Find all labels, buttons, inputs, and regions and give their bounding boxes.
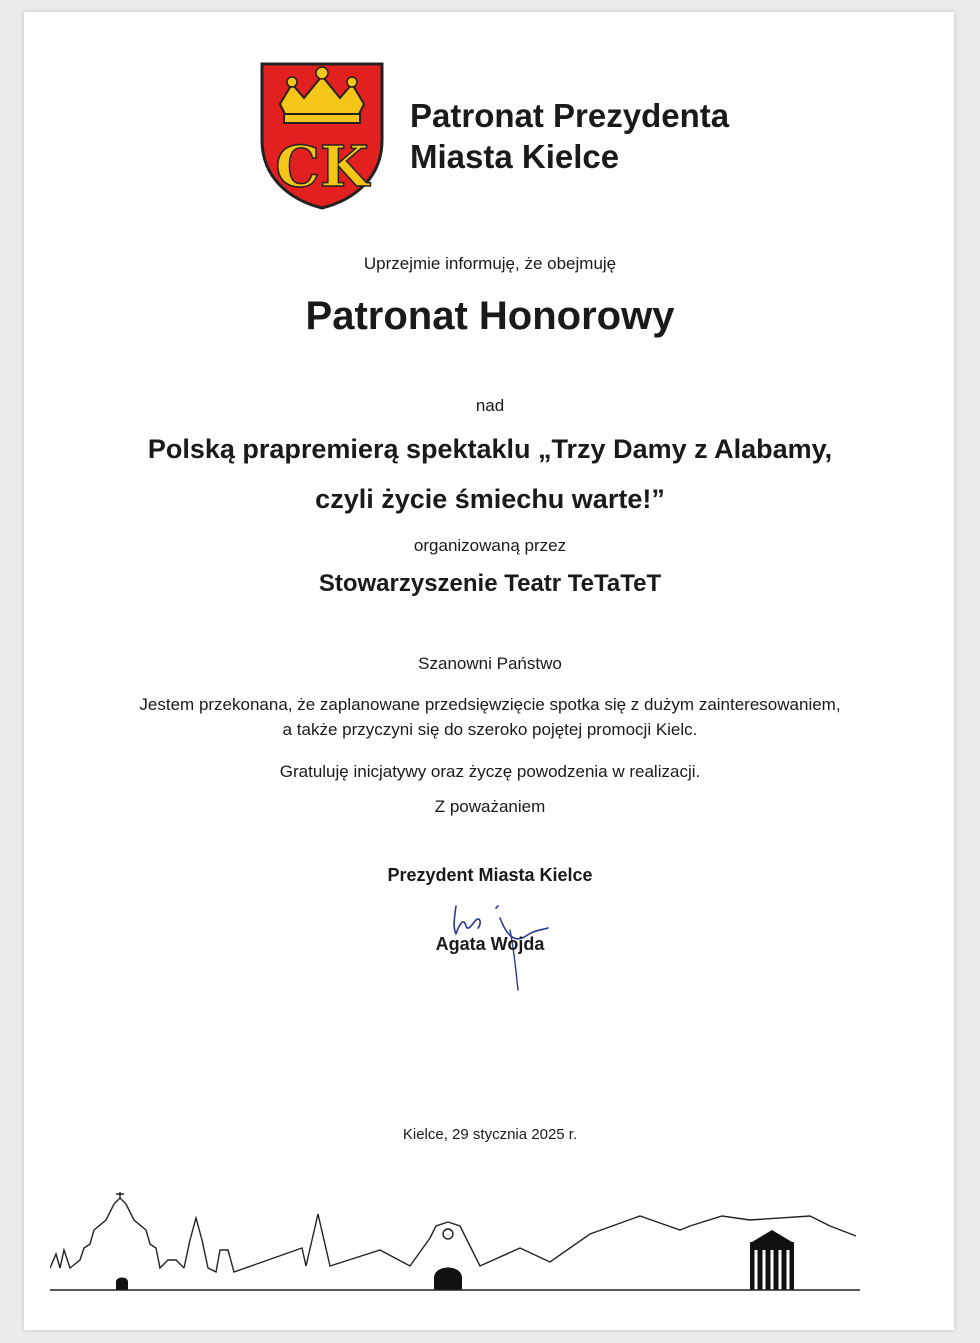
- organized-by-text: organizowaną przez: [413, 536, 567, 555]
- header-title-line1: Patronat Prezydenta: [410, 97, 730, 134]
- signatory-role: Prezydent Miasta Kielce: [387, 865, 593, 885]
- organizer-name: Stowarzyszenie Teatr TeTaTeT: [318, 570, 662, 597]
- event-title-line2: czyli życie śmiechu warte!”: [315, 484, 665, 514]
- salutation: Szanowni Państwo: [418, 654, 562, 673]
- header-title: [410, 95, 729, 177]
- kielce-skyline-icon: [50, 1190, 860, 1302]
- event-title-line1: Polską prapremierą spektaklu „Trzy Damy z Alabamy,: [147, 434, 833, 464]
- paragraph-line1: Jestem przekonana, że zaplanowane przedsięwzięcie spotka się z dużym zainteresowaniem,: [139, 695, 841, 714]
- header-title-line2: Miasta Kielce: [410, 138, 620, 175]
- over-text: nad: [475, 396, 505, 415]
- intro-text: Uprzejmie informuję, że obejmuję: [363, 254, 617, 273]
- crest-letters: CK: [275, 134, 369, 200]
- congratulations-text: Gratuluję inicjatywy oraz życzę powodzenia w realizacji.: [279, 762, 701, 781]
- kielce-coat-of-arms-icon: [258, 60, 386, 210]
- patronage-title: Patronat Honorowy: [305, 294, 675, 338]
- regards-text: Z poważaniem: [434, 797, 546, 816]
- signatory-name: Agata Wojda: [435, 934, 545, 954]
- paragraph-line2: a także przyczyni się do szeroko pojętej promocji Kielc.: [282, 720, 698, 739]
- place-and-date: Kielce, 29 stycznia 2025 r.: [402, 1126, 578, 1143]
